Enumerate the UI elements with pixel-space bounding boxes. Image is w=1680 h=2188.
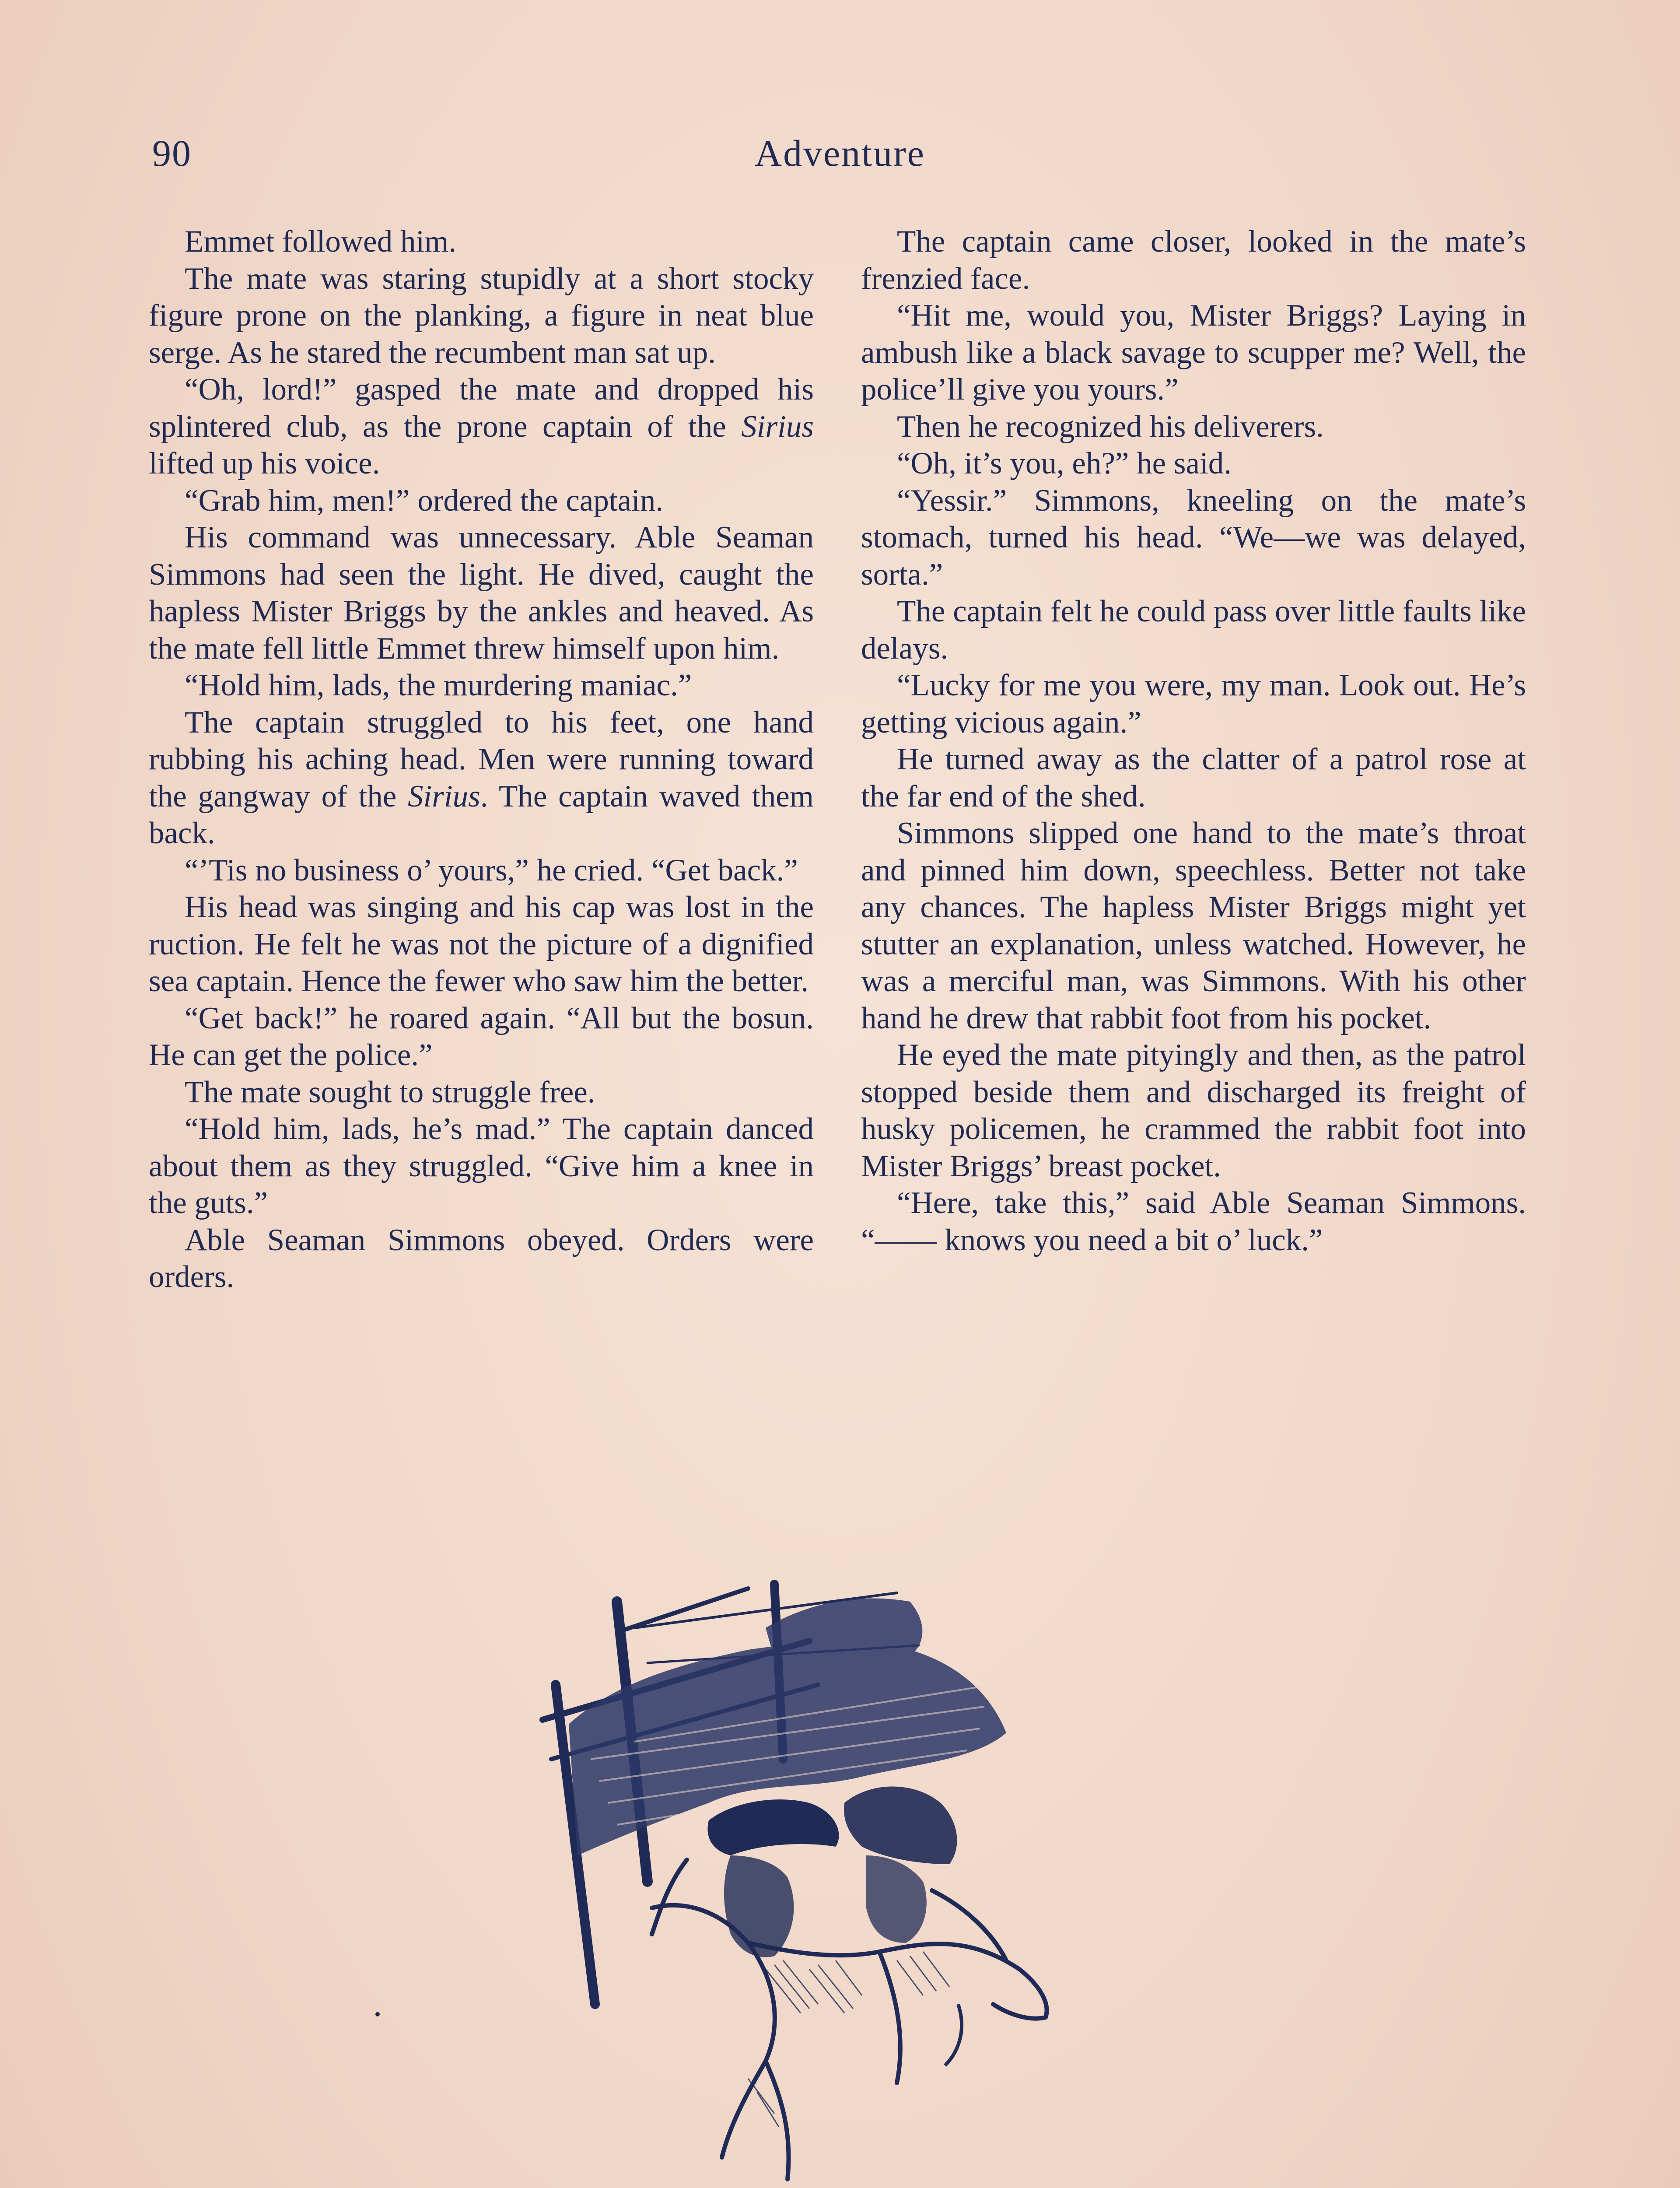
page-number: 90 [152,132,192,174]
paragraph: “Oh, it’s you, eh?” he said. [897,446,1232,480]
paragraph: Then he recognized his deliverers. [897,409,1324,444]
paragraph: The captain felt he could pass over little faults like delays. [861,594,1526,666]
ink-illustration [503,1575,1168,2188]
paragraph: “Hit me, would you, Mister Briggs? Laying in ambush like a black savage to scupper me? Well, the police’ll give you yours.” [861,298,1526,407]
right-text-column [861,223,1526,1259]
paragraph: Able Seaman Simmons obeyed. Orders were orders. [149,1223,814,1294]
paragraph: “Hold him, lads, the murdering maniac.” [185,668,692,702]
illustration-drawing [503,1575,1168,2188]
paragraph: The captain struggled to his feet, one hand rubbing his aching head. Men were running toward the gangway of the Sirius. The captain waved them back. [149,705,814,850]
paragraph: His command was unnecessary. Able Seaman Simmons had seen the light. He dived, caught the hapless Mister Briggs by the ankles and heaved. As the mate fell little Emmet threw himself upon him. [149,520,814,666]
paragraph: “Grab him, men!” ordered the captain. [185,483,664,518]
paragraph: “Lucky for me you were, my man. Look out. He’s getting vicious again.” [861,668,1526,740]
paragraph: Simmons slipped one hand to the mate’s throat and pinned him down, speechless. Better not take any chances. The hapless Mister Briggs might yet stutter an explanation, unless watched. However, he was a merciful man, was Simmons. With his other hand he drew that rabbit foot from his pocket. [861,816,1526,1035]
paragraph: His head was singing and his cap was lost in the ruction. He felt he was not the picture of a dignified sea captain. Hence the fewer who saw him the better. [149,890,814,998]
running-head: Adventure [755,132,925,174]
left-text-column [149,223,814,1296]
paragraph: “’Tis no business o’ yours,” he cried. “Get back.” [185,853,798,887]
paragraph: “Yessir.” Simmons, kneeling on the mate’s stomach, turned his head. “We—we was delayed, sorta.” [861,483,1526,592]
paragraph: Emmet followed him. [185,224,457,259]
paragraph: “Here, take this,” said Able Seaman Simmons. “—— knows you need a bit o’ luck.” [861,1186,1526,1257]
paragraph: The captain came closer, looked in the mate’s frenzied face. [861,224,1526,296]
paragraph: He turned away as the clatter of a patrol rose at the far end of the shed. [861,742,1526,813]
paragraph: The mate was staring stupidly at a short stocky figure prone on the planking, a figure in neat blue serge. As he stared the recumbent man sat up. [149,261,814,370]
ink-speck [375,2012,380,2016]
paragraph: “Hold him, lads, he’s mad.” The captain danced about them as they struggled. “Give him a knee in the guts.” [149,1112,814,1220]
paragraph: He eyed the mate pityingly and then, as the patrol stopped beside them and discharged its freight of husky policemen, he crammed the rabbit foot into Mister Briggs’ breast pocket. [861,1038,1526,1183]
paragraph: “Get back!” he roared again. “All but the bosun. He can get the police.” [149,1001,814,1072]
paragraph: “Oh, lord!” gasped the mate and dropped his splintered club, as the prone captain of the Sirius lifted up his voice. [149,372,814,480]
paragraph: The mate sought to struggle free. [185,1075,595,1109]
